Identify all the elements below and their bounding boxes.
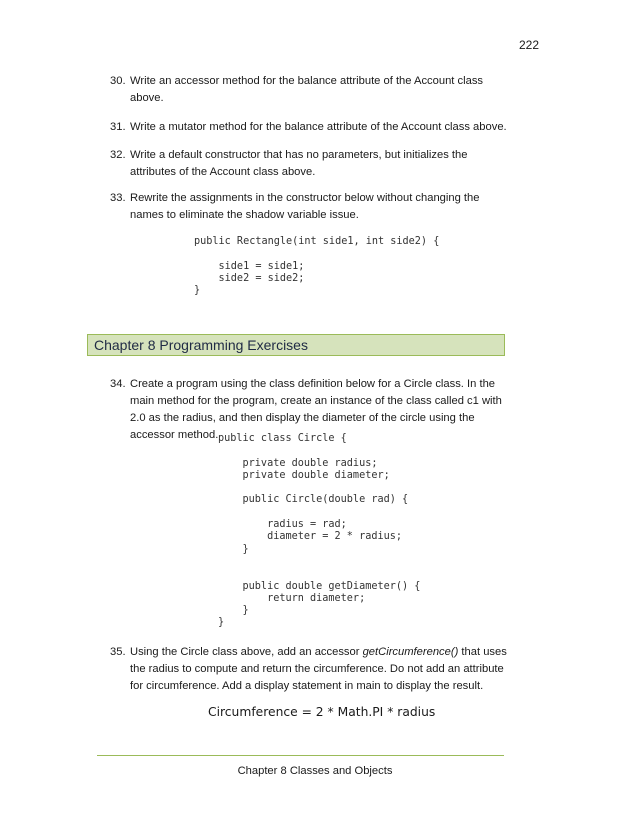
question-30 — [110, 73, 510, 107]
footer-divider — [97, 755, 504, 756]
question-number: 33. — [110, 192, 126, 204]
method-name: getCircumference() — [362, 646, 459, 658]
exercise-text-before: Using the Circle class above, add an accessor — [130, 646, 363, 658]
exercise-number: 35. — [110, 646, 126, 658]
code-block-circle: public class Circle { private double radius; private double diameter; public Circle(double rad) { radius = rad; diameter = 2 * radius; } public double getDiameter() { return diameter; } } — [218, 433, 421, 629]
question-number: 30. — [110, 75, 126, 87]
formula: Circumference = 2 * Math.PI * radius — [208, 705, 436, 719]
question-31 — [110, 119, 510, 136]
page-number: 222 — [519, 38, 540, 52]
question-text: Rewrite the assignments in the constructor below without changing the names to eliminate the shadow variable issue. — [130, 192, 480, 221]
exercise-number: 34. — [110, 378, 126, 390]
question-text: Write a default constructor that has no parameters, but initializes the attributes of the Account class above. — [130, 149, 468, 178]
question-number: 31. — [110, 121, 126, 133]
question-33 — [110, 190, 510, 224]
question-text: Write a mutator method for the balance attribute of the Account class above. — [130, 121, 507, 133]
chapter-heading-banner — [87, 334, 505, 356]
chapter-heading: Chapter 8 Programming Exercises — [94, 337, 308, 353]
code-block-rectangle: public Rectangle(int side1, int side2) { side1 = side1; side2 = side2; } — [194, 236, 440, 297]
exercise-text: Create a program using the class definition below for a Circle class. In the main method for the program, create an instance of the class called c1 with 2.0 as the radius, and then display the diameter of the circle using the accessor method. — [130, 378, 502, 441]
exercise-35 — [110, 644, 515, 695]
question-32 — [110, 147, 510, 181]
question-text: Write an accessor method for the balance attribute of the Account class above. — [130, 75, 484, 104]
question-number: 32. — [110, 149, 126, 161]
exercise-text-after: that uses the radius to compute and return the circumference. Do not add an attribute for circumference. Add a display statement in main to display the result. — [130, 646, 507, 692]
footer: Chapter 8 Classes and Objects — [237, 765, 393, 777]
exercise-text — [110, 644, 515, 695]
